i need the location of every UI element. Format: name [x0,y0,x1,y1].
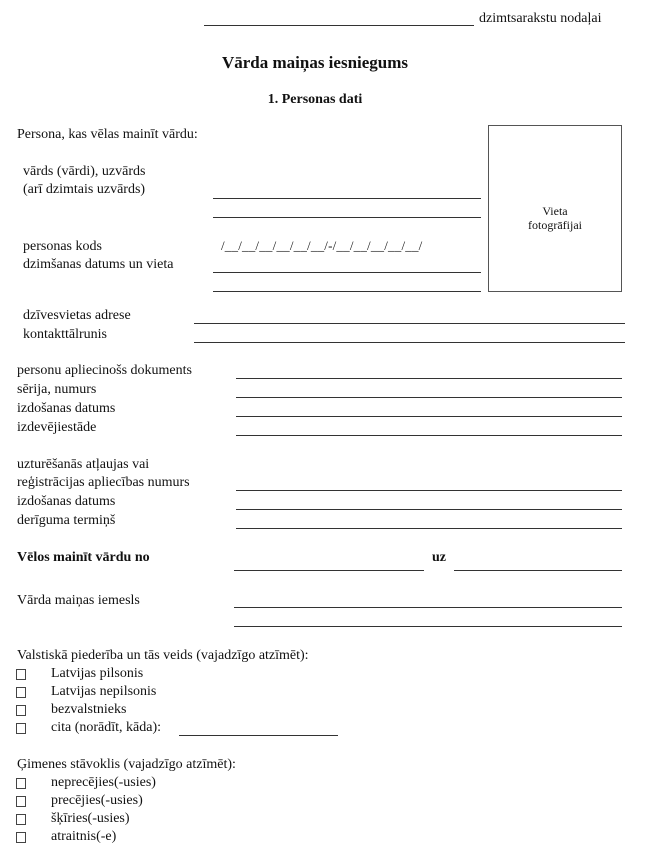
phone-line[interactable] [194,342,625,343]
photo-placeholder [488,125,622,292]
family-checkbox-2[interactable] [16,796,26,807]
photo-label-line2: fotogrāfijai [528,218,582,233]
citizenship-other-line[interactable] [179,735,338,736]
issuer-label: izdevējiestāde [17,420,97,435]
personal-code-template[interactable]: /__/__/__/__/__/__/-/__/__/__/__/__/ [221,238,423,253]
new-name-line[interactable] [454,570,622,571]
family-checkbox-1[interactable] [16,778,26,789]
address-line[interactable] [194,323,625,324]
section-title: 1. Personas dati [267,92,363,107]
citizenship-checkbox-1[interactable] [16,669,26,680]
citizenship-option-2: Latvijas nepilsonis [51,684,157,699]
citizenship-checkbox-3[interactable] [16,705,26,716]
series-number-label: sērija, numurs [17,382,97,397]
family-option-2: precējies(-usies) [51,793,143,808]
intro-text: Persona, kas vēlas mainīt vārdu: [17,127,198,142]
citizenship-checkbox-4[interactable] [16,723,26,734]
phone-label: kontakttālrunis [23,327,107,342]
family-status-heading: Ģimenes stāvoklis (vajadzīgo atzīmēt): [17,757,236,772]
birth-line-1[interactable] [213,272,481,273]
name-line-2[interactable] [213,217,481,218]
old-name-line[interactable] [234,570,424,571]
address-label: dzīvesvietas adrese [23,308,131,323]
issue-date-2-line[interactable] [236,509,622,510]
citizenship-option-4: cita (norādīt, kāda): [51,720,162,735]
registry-office-line[interactable] [204,25,474,26]
birth-line-2[interactable] [213,291,481,292]
residence-permit-label-1: uzturēšanās atļaujas vai [17,457,150,472]
name-line-1[interactable] [213,198,481,199]
registry-office-label: dzimtsarakstu nodaļai [479,11,602,26]
change-name-to-label: uz [432,550,446,565]
issue-date-label: izdošanas datums [17,401,116,416]
citizenship-option-1: Latvijas pilsonis [51,666,144,681]
residence-permit-line[interactable] [236,490,622,491]
id-document-line[interactable] [236,378,622,379]
family-option-3: šķīries(-usies) [51,811,130,826]
family-checkbox-4[interactable] [16,832,26,843]
issuer-line[interactable] [236,435,622,436]
personal-code-label: personas kods [23,239,102,254]
reason-line-2[interactable] [234,626,622,627]
document-title: Vārda maiņas iesniegums [221,53,409,72]
photo-label-line1: Vieta [542,204,568,218]
family-option-4: atraitnis(-e) [51,829,117,844]
issue-date-line[interactable] [236,416,622,417]
reason-line-1[interactable] [234,607,622,608]
citizenship-option-3: bezvalstnieks [51,702,127,717]
id-document-label: personu apliecinošs dokuments [17,363,192,378]
issue-date-2-label: izdošanas datums [17,494,116,509]
series-number-line[interactable] [236,397,622,398]
validity-line[interactable] [236,528,622,529]
residence-permit-label-2: reģistrācijas apliecības numurs [17,475,190,490]
birth-surname-label: (arī dzimtais uzvārds) [23,182,146,197]
name-label: vārds (vārdi), uzvārds [23,164,146,179]
change-name-label: Vēlos mainīt vārdu no [17,550,150,565]
reason-label: Vārda maiņas iemesls [17,593,140,608]
validity-label: derīguma termiņš [17,513,116,528]
family-checkbox-3[interactable] [16,814,26,825]
citizenship-heading: Valstiskā piederība un tās veids (vajadzīgo atzīmēt): [17,648,309,663]
citizenship-checkbox-2[interactable] [16,687,26,698]
family-option-1: neprecējies(-usies) [51,775,156,790]
birth-date-place-label: dzimšanas datums un vieta [23,257,174,272]
